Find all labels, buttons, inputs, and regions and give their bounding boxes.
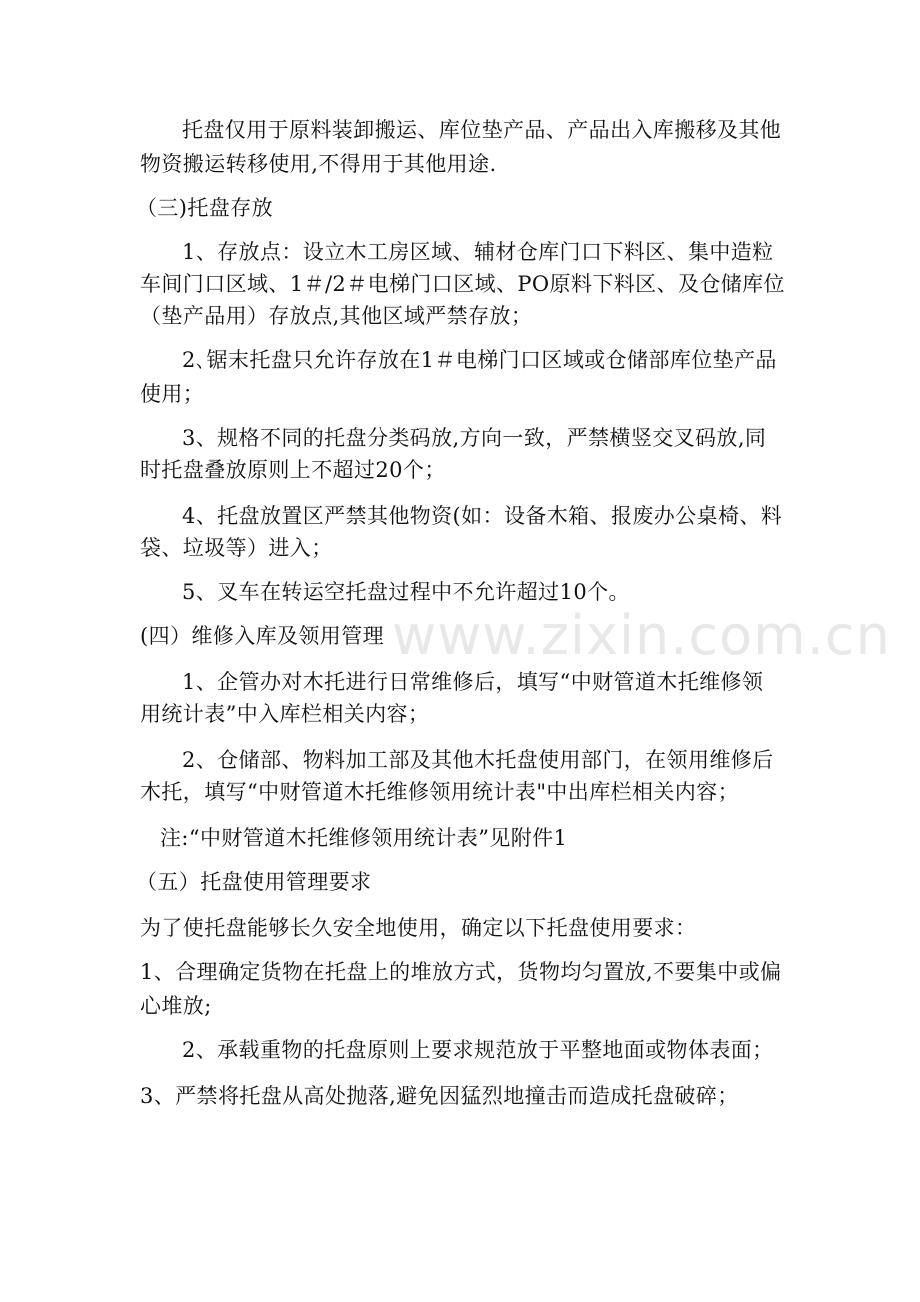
para-1-line-1: 托盘仅用于原料装卸搬运、库位垫产品、产品出入库搬移及其他	[182, 118, 782, 142]
section-heading-4: (四）维修入库及领用管理	[140, 624, 384, 648]
watermark: www.zixin.com.cn	[392, 604, 891, 667]
para-2-line-2: 车间门口区域、1＃/2＃电梯门口区域、PO原料下料区、及仓储库位	[140, 272, 785, 296]
section-heading-3: （三)托盘存放	[136, 196, 273, 220]
para-9-line-1: 为了使托盘能够长久安全地使用，确定以下托盘使用要求：	[140, 916, 697, 940]
para-8-line-1: 2、仓储部、物料加工部及其他木托盘使用部门，在领用维修后	[182, 748, 774, 772]
para-5-line-2: 袋、垃圾等）进入；	[140, 536, 333, 560]
para-4-line-2: 时托盘叠放原则上不超过20个；	[140, 458, 446, 482]
para-3-line-2: 使用；	[140, 382, 205, 406]
para-11-line-1: 2、承载重物的托盘原则上要求规范放于平整地面或物体表面；	[182, 1038, 774, 1062]
para-7-line-1: 1、企管办对木托进行日常维修后，填写“中财管道木托维修领	[182, 670, 764, 694]
note-line: 注:“中财管道木托维修领用统计表”见附件1	[160, 826, 568, 850]
para-6-line-1: 5、叉车在转运空托盘过程中不允许超过10个。	[182, 580, 630, 604]
para-7-line-2: 用统计表”中入库栏相关内容；	[140, 702, 430, 726]
section-heading-5: （五）托盘使用管理要求	[136, 870, 372, 894]
para-10-line-2: 心堆放;	[140, 994, 212, 1018]
para-2-line-1: 1、存放点：设立木工房区域、辅材仓库门口下料区、集中造粒	[182, 240, 774, 264]
para-4-line-1: 3、规格不同的托盘分类码放,方向一致，严禁横竖交叉码放,同	[182, 426, 767, 450]
para-12-line-1: 3、严禁将托盘从高处抛落,避免因猛烈地撞击而造成托盘破碎；	[140, 1084, 739, 1108]
para-5-line-1: 4、托盘放置区严禁其他物资(如：设备木箱、报废办公桌椅、料	[182, 504, 783, 528]
para-10-line-1: 1、合理确定货物在托盘上的堆放方式，货物均匀置放,不要集中或偏	[140, 960, 782, 984]
para-3-line-1: 2､锯末托盘只允许存放在1＃电梯门口区域或仓储部库位垫产品	[182, 348, 777, 372]
para-1-line-2: 物资搬运转移使用,不得用于其他用途.	[140, 152, 497, 176]
para-2-line-3: （垫产品用）存放点,其他区域严禁存放；	[140, 304, 533, 328]
para-8-line-2: 木托，填写“中财管道木托维修领用统计表"中出库栏相关内容；	[140, 780, 739, 804]
